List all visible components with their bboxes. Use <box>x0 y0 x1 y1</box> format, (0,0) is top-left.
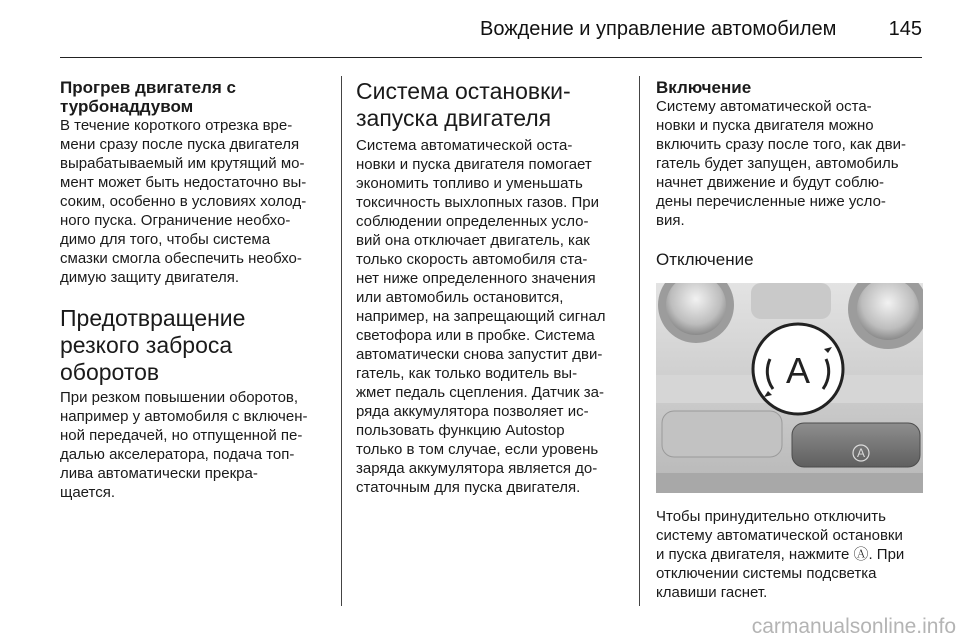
text-line: смазки смогла обеспечить необхо- <box>60 250 302 267</box>
text-line: лива автоматически прекра- <box>60 465 258 482</box>
heading-line: запуска двигателя <box>356 105 552 131</box>
text-line: только скорость автомобиля ста- <box>356 251 588 268</box>
paragraph-turbo-warmup <box>60 116 328 287</box>
text-line: например, на запрещающий сигнал <box>356 308 606 325</box>
heading-turbo-warmup <box>60 78 328 116</box>
text-line: начнет движение и будут соблю- <box>656 174 884 191</box>
text-line: только в том случае, если уровень <box>356 441 599 458</box>
heading-line: турбонаддувом <box>60 97 194 116</box>
page-number: 145 <box>888 18 922 40</box>
paragraph-overrev-prevention <box>60 388 328 502</box>
text-line: пользовать функцию Autostop <box>356 422 565 439</box>
autostop-a-symbol: A <box>785 350 811 391</box>
text-line: Система автоматической оста- <box>356 137 573 154</box>
text-line: гатель будет запущен, автомобиль <box>656 155 899 172</box>
paragraph-activation <box>656 97 924 230</box>
text-line: вий она отключает двигатель, как <box>356 232 590 249</box>
heading-deactivation: Отключение <box>656 250 754 269</box>
text-line: новки и пуска двигателя помогает <box>356 156 592 173</box>
text-line: заряда аккумулятора является до- <box>356 460 598 477</box>
text-line: щается. <box>60 484 116 501</box>
text-line: При резком повышении оборотов, <box>60 389 299 406</box>
heading-line: оборотов <box>60 359 160 385</box>
column-divider-2 <box>639 76 640 606</box>
column-3 <box>656 78 924 602</box>
text-line: светофора или в пробке. Система <box>356 327 595 344</box>
text-line: ного пуска. Ограничение необхо- <box>60 212 291 229</box>
text-line: мени сразу после пуска двигателя <box>60 136 300 153</box>
text-line: димо для того, чтобы система <box>60 231 271 248</box>
text-line: ной передачей, но отпущенной пе- <box>60 427 303 444</box>
column-divider-1 <box>341 76 342 606</box>
text-line: вия. <box>656 212 685 229</box>
text-line: или автомобиль остановится, <box>356 289 564 306</box>
text-line: например у автомобиля с включен- <box>60 408 308 425</box>
column-1 <box>60 78 328 502</box>
page-header-title: Вождение и управление автомобилем <box>480 18 837 40</box>
text-line: гатель, как только водитель вы- <box>356 365 578 382</box>
heading-line: резкого заброса <box>60 332 233 358</box>
small-a-symbol: A <box>856 446 866 460</box>
text-line: автоматически снова запустит дви- <box>356 346 603 363</box>
column-2 <box>356 78 622 497</box>
heading-line: Предотвращение <box>60 305 246 331</box>
center-console-illustration <box>656 283 923 493</box>
heading-stop-start-system <box>356 78 622 132</box>
text-line: экономить топливо и уменьшать <box>356 175 583 192</box>
watermark: carmanualsonline.info <box>751 615 956 638</box>
text-line: Чтобы принудительно отключить <box>656 508 886 525</box>
paragraph-stop-start-system <box>356 136 622 497</box>
text-line: дены перечисленные ниже усло- <box>656 193 886 210</box>
text-line: систему автоматической остановки <box>656 527 903 544</box>
heading-line: Система остановки- <box>356 78 571 104</box>
text-line: соким, особенно в условиях холод- <box>60 193 307 210</box>
text-line: нет ниже определенного значения <box>356 270 596 287</box>
heading-activation: Включение <box>656 78 752 97</box>
heading-overrev-prevention <box>60 305 328 386</box>
text-line: Систему автоматической оста- <box>656 98 872 115</box>
text-line: токсичность выхлопных газов. При <box>356 194 599 211</box>
heading-line: Прогрев двигателя с <box>60 78 236 97</box>
text-line: и пуска двигателя, нажмите Ⓐ. При <box>656 546 905 563</box>
text-line: отключении системы подсветка <box>656 565 877 582</box>
text-line: вырабатываемый им крутящий мо- <box>60 155 305 172</box>
text-line: новки и пуска двигателя можно <box>656 117 874 134</box>
text-line: димую защиту двигателя. <box>60 269 240 286</box>
text-line: клавиши гаснет. <box>656 584 768 601</box>
text-line: ряда аккумулятора позволяет ис- <box>356 403 589 420</box>
dashboard-photo <box>656 283 923 493</box>
text-line: включить сразу после того, как дви- <box>656 136 906 153</box>
text-line: жмет педаль сцепления. Датчик за- <box>356 384 604 401</box>
paragraph-deactivation <box>656 507 924 602</box>
header-divider <box>60 57 922 58</box>
text-line: мент может быть недостаточно вы- <box>60 174 307 191</box>
text-line: далью акселератора, подача топ- <box>60 446 295 463</box>
text-line: соблюдении определенных усло- <box>356 213 589 230</box>
text-line: статочным для пуска двигателя. <box>356 479 581 496</box>
text-line: В течение короткого отрезка вре- <box>60 117 293 134</box>
